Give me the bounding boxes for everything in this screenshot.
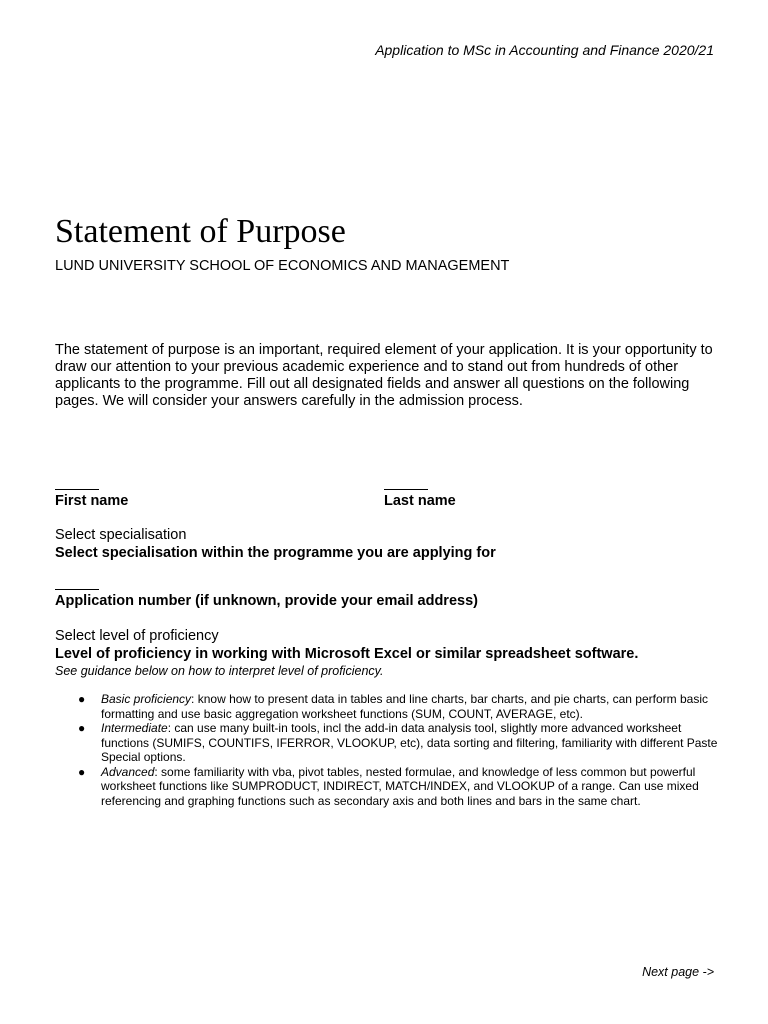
- bullet-icon: ●: [78, 764, 86, 779]
- application-number-group: [55, 575, 478, 610]
- bullet-icon: ●: [78, 692, 86, 706]
- proficiency-group: [55, 627, 638, 679]
- proficiency-level-list: [78, 692, 718, 808]
- proficiency-label: Level of proficiency in working with Microsoft Excel or similar spreadsheet software.: [55, 646, 639, 662]
- first-name-field[interactable]: [55, 475, 99, 490]
- intro-paragraph: The statement of purpose is an important, required element of your application. It is your opportunity to draw our attention to your previous academic experience and to stand out from hundreds of other applicants to the programme. Fill out all designated fields and answer all questions on the following pages. We will consider your answers carefully in the admission process.: [55, 342, 713, 409]
- last-name-label: Last name: [384, 493, 456, 509]
- specialisation-label: Select specialisation within the programme you are applying for: [55, 545, 496, 561]
- proficiency-dropdown[interactable]: Select level of proficiency: [55, 628, 219, 644]
- level-description: : some familiarity with vba, pivot tables, nested formulae, and knowledge of less common but powerful worksheet functions like SUMPRODUCT, INDIRECT, MATCH/INDEX, and VLOOKUP of a range. Can use mixed referencing and graphing functions such as secondary axis and both lines and bars in the same chart.: [101, 764, 699, 808]
- list-item: [78, 765, 718, 809]
- level-term: Basic proficiency: [101, 692, 192, 706]
- first-name-group: [55, 475, 128, 510]
- last-name-group: [384, 475, 456, 510]
- list-item: [78, 721, 718, 765]
- level-term: Advanced: [101, 764, 155, 779]
- level-description: : know how to present data in tables and line charts, bar charts, and pie charts, can perform basic formatting and use basic aggregation worksheet functions (SUM, COUNT, AVERAGE, etc).: [101, 692, 708, 721]
- level-term: Intermediate: [101, 721, 168, 735]
- bullet-icon: ●: [78, 721, 86, 735]
- proficiency-guidance: See guidance below on how to interpret level of proficiency.: [55, 664, 384, 678]
- institution-name: LUND UNIVERSITY SCHOOL OF ECONOMICS AND MANAGEMENT: [55, 258, 510, 274]
- header-note: Application to MSc in Accounting and Finance 2020/21: [375, 42, 714, 58]
- last-name-field[interactable]: [384, 475, 428, 490]
- first-name-label: First name: [55, 493, 129, 509]
- specialisation-dropdown[interactable]: Select specialisation: [55, 527, 187, 543]
- page-title: Statement of Purpose: [55, 213, 346, 250]
- application-number-label: Application number (if unknown, provide your email address): [55, 593, 478, 609]
- specialisation-group: [55, 526, 496, 562]
- next-page-link[interactable]: Next page ->: [642, 965, 714, 979]
- level-description: : can use many built-in tools, incl the add-in data analysis tool, slightly more advanced worksheet functions (SUMIFS, COUNTIFS, IFERROR, VLOOKUP, etc), data sorting and filtering, familiarity with different Paste Special options.: [101, 721, 718, 764]
- list-item: [78, 692, 718, 721]
- application-number-field[interactable]: [55, 575, 99, 590]
